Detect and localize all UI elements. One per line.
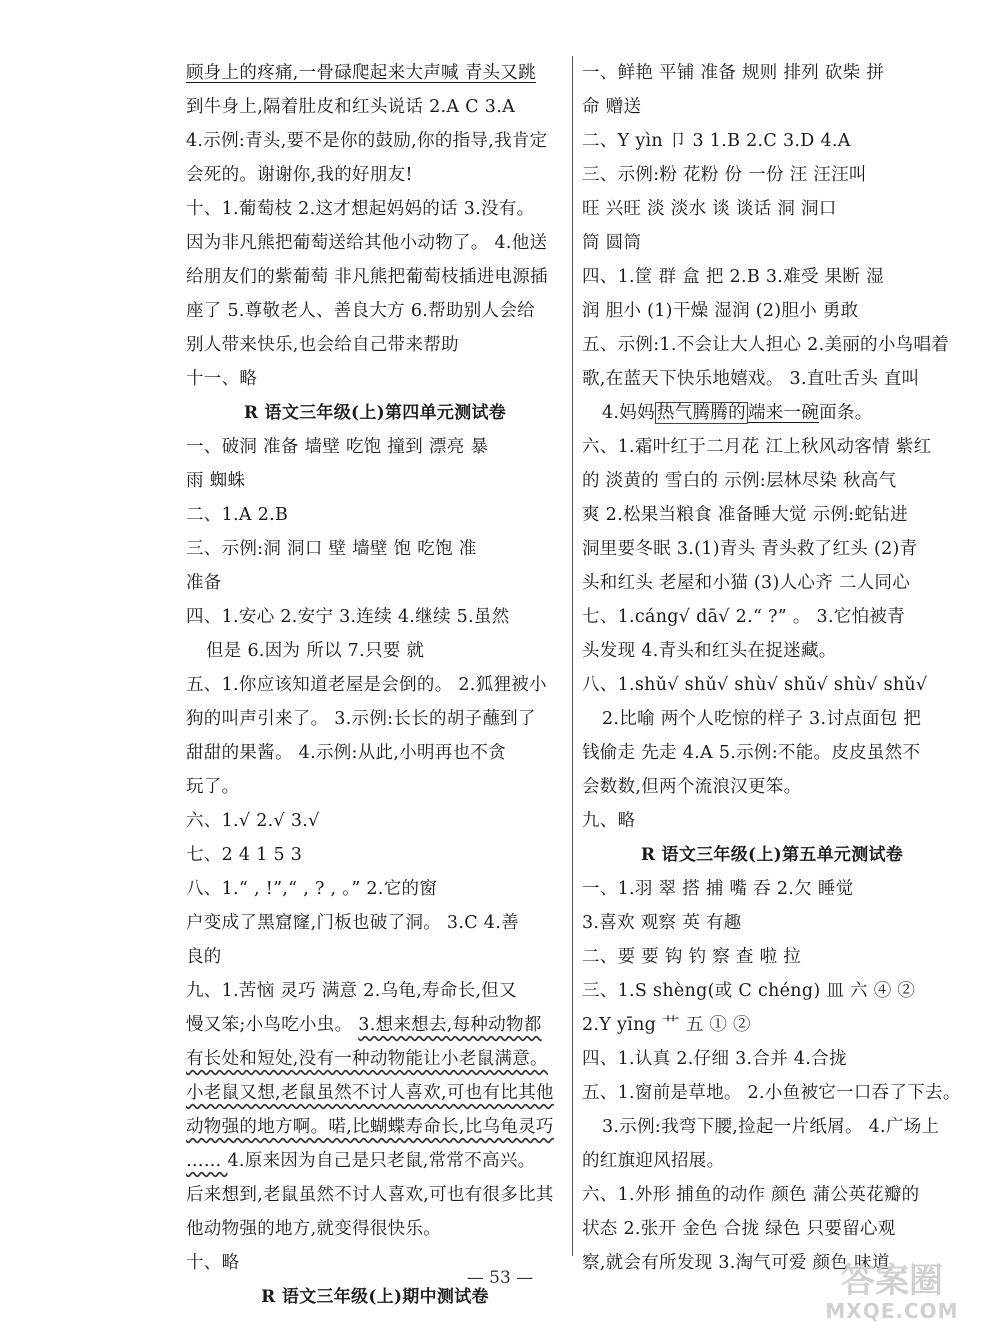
text-line: 良的 bbox=[186, 947, 222, 967]
text-line: 六、1.外形 捕鱼的动作 颜色 蒲公英花瓣的 bbox=[582, 1185, 920, 1205]
text-line: 六、1.霜叶红于二月花 江上秋风动客情 紫红 bbox=[582, 437, 932, 457]
text-line: 4.示例:青头,要不是你的鼓励,你的指导,我肯定 bbox=[186, 131, 548, 151]
text-line: 四、1.安心 2.安宁 3.连续 4.继续 5.虽然 bbox=[186, 607, 510, 627]
text-line: 的红旗迎风招展。 bbox=[582, 1151, 725, 1171]
watermark-logo bbox=[806, 1262, 978, 1328]
text-line: 钱偷走 先走 4.A 5.示例:不能。皮皮虽然不 bbox=[582, 743, 921, 763]
text-line: 一、鲜艳 平铺 准备 规则 排列 砍柴 拼 bbox=[582, 63, 885, 83]
text-line: 十一、略 bbox=[186, 369, 258, 389]
text-line: 2.比喻 两个人吃惊的样子 3.讨点面包 把 bbox=[602, 709, 922, 729]
text-line: 五、示例:1.不会让大人担心 2.美丽的小鸟唱着 bbox=[582, 335, 950, 355]
text-line: 给朋友们的紫葡萄 非凡熊把葡萄枝插进电源插 bbox=[186, 267, 548, 287]
text-line: 别人带来快乐,也会给自己带来帮助 bbox=[186, 335, 459, 355]
text-line: 爽 2.松果当粮食 准备睡大觉 示例:蛇钻进 bbox=[582, 505, 908, 525]
text-line: 二、1.A 2.B bbox=[186, 505, 289, 525]
text-line: 3.喜欢 观察 英 有趣 bbox=[582, 913, 742, 933]
text-line: 筒 圆筒 bbox=[582, 233, 642, 253]
text-line: 一、1.羽 翠 搭 捕 嘴 吞 2.欠 睡觉 bbox=[582, 879, 854, 899]
text-line: 命 赠送 bbox=[582, 97, 642, 117]
text-line: 的 淡黄的 雪白的 示例:层林尽染 秋高气 bbox=[582, 471, 897, 491]
text-line: 顾身上的疼痛,一骨碌爬起来大声喊 青头又跳 bbox=[186, 63, 536, 83]
text-line: 头和红头 老屋和小猫 (3)人心齐 二人同心 bbox=[582, 573, 911, 593]
text-line: 二、要 要 钩 钓 察 查 啦 拉 bbox=[582, 947, 802, 967]
text-line: 旺 兴旺 淡 淡水 谈 谈话 洞 洞口 bbox=[582, 199, 837, 219]
text-line: 雨 蜘蛛 bbox=[186, 471, 246, 491]
text-line: 2.Y yīng 艹 五 ① ② bbox=[582, 1015, 751, 1035]
text-line: 三、示例:粉 花粉 份 一份 汪 汪汪叫 bbox=[582, 165, 867, 185]
text-line: 四、1.认真 2.仔细 3.合并 4.合拢 bbox=[582, 1049, 847, 1069]
text-line: 狗的叫声引来了。 3.示例:长长的胡子蘸到了 bbox=[186, 709, 536, 729]
text-line: 会死的。谢谢你,我的好朋友! bbox=[186, 165, 413, 185]
text-line: 动物强的地方啊。喏,比蝴蝶寿命长,比乌龟灵巧 bbox=[186, 1117, 554, 1137]
section-title: R 语文三年级(上)第四单元测试卷 bbox=[243, 403, 507, 423]
text-line: 六、1.√ 2.√ 3.√ bbox=[186, 811, 320, 831]
underlined-phrase: 端来一碗 bbox=[747, 403, 820, 423]
text-line: 有长处和短处,没有一种动物能让小老鼠满意。 bbox=[186, 1049, 548, 1069]
text-line: 状态 2.张开 金色 合拢 绿色 只要留心观 bbox=[582, 1219, 896, 1239]
text-line: 因为非凡熊把葡萄送给其他小动物了。 4.他送 bbox=[186, 233, 548, 253]
text-line: 三、示例:洞 洞口 壁 墙壁 饱 吃饱 准 bbox=[186, 539, 477, 559]
left-column bbox=[186, 56, 564, 1314]
text-line: 小老鼠又想,老鼠虽然不讨人喜欢,可也有比其他 bbox=[186, 1083, 554, 1103]
right-column bbox=[582, 56, 962, 1280]
text-line: 慢又笨;小鸟吃小虫。 3.想来想去,每种动物都 bbox=[186, 1015, 542, 1035]
text-line: 歌,在蓝天下快乐地嬉戏。 3.直吐舌头 直叫 bbox=[582, 369, 920, 389]
text-line: 头发现 4.青头和红头在捉迷藏。 bbox=[582, 641, 837, 661]
text-line: 户变成了黑窟窿,门板也破了洞。 3.C 4.善 bbox=[186, 913, 519, 933]
section-title: R 语文三年级(上)期中测试卷 bbox=[261, 1287, 489, 1307]
column-divider bbox=[572, 56, 573, 1256]
text-line: 八、1.“ , !”,“ , ? , 。” 2.它的窗 bbox=[186, 879, 438, 899]
text-line: 润 胆小 (1)干燥 湿润 (2)胆小 勇敢 bbox=[582, 301, 859, 321]
text-line: 甜甜的果酱。 4.示例:从此,小明再也不贪 bbox=[186, 743, 507, 763]
text-line: 会数数,但两个流浪汉更笨。 bbox=[582, 777, 802, 797]
text-line: 十、1.葡萄枝 2.这才想起妈妈的话 3.没有。 bbox=[186, 199, 535, 219]
text-line: 八、1.shǔ√ shǔ√ shù√ shǔ√ shù√ shǔ√ bbox=[582, 675, 928, 695]
page-number: — 53 — bbox=[466, 1268, 534, 1288]
text-line: 4.妈妈 热气腾腾的 端来一碗面条。 bbox=[602, 403, 873, 423]
text-line: 五、1.你应该知道老屋是会倒的。 2.狐狸被小 bbox=[186, 675, 547, 695]
text-line: …… 4.原来因为自己是只老鼠,常常不高兴。 bbox=[186, 1151, 536, 1171]
boxed-phrase: 热气腾腾的 bbox=[656, 403, 746, 423]
text-line: 3.示例:我弯下腰,捡起一片纸屑。 4.广场上 bbox=[602, 1117, 940, 1137]
text-line: 玩了。 bbox=[186, 777, 240, 797]
text-line: 七、2 4 1 5 3 bbox=[186, 845, 303, 865]
text-line: 四、1.筐 群 盒 把 2.B 3.难受 果断 湿 bbox=[582, 267, 884, 287]
text-line: 五、1.窗前是草地。 2.小鱼被它一口吞了下去。 bbox=[582, 1083, 961, 1103]
text-line: 洞里要冬眠 3.(1)青头 青头救了红头 (2)青 bbox=[582, 539, 918, 559]
text-line: 到牛身上,隔着肚皮和红头说话 2.A C 3.A bbox=[186, 97, 516, 117]
text-line: 座了 5.尊敬老人、善良大方 6.帮助别人会给 bbox=[186, 301, 535, 321]
section-title: R 语文三年级(上)第五单元测试卷 bbox=[640, 845, 904, 865]
text-line: 他动物强的地方,就变得很快乐。 bbox=[186, 1219, 442, 1239]
watermark-url: MXQE.COM bbox=[825, 1299, 959, 1323]
text-line: 准备 bbox=[186, 573, 222, 593]
watermark-text: 答案圈 bbox=[841, 1261, 943, 1301]
text-line: 九、略 bbox=[582, 811, 636, 831]
text-line: 三、1.S shèng(或 C chéng) 皿 六 ④ ② bbox=[582, 981, 916, 1001]
text-line: 十、略 bbox=[186, 1253, 240, 1273]
text-line: 察,就会有所发现 3.淘气可爱 颜色 味道 bbox=[582, 1253, 890, 1273]
text-line: 九、1.苦恼 灵巧 满意 2.乌龟,寿命长,但又 bbox=[186, 981, 517, 1001]
text-line: 一、破洞 准备 墙壁 吃饱 撞到 漂亮 暴 bbox=[186, 437, 489, 457]
text-line: 后来想到,老鼠虽然不讨人喜欢,可也有很多比其 bbox=[186, 1185, 554, 1205]
text-line: 二、Y yìn 卩 3 1.B 2.C 3.D 4.A bbox=[582, 131, 851, 151]
text-line: 七、1.cáng√ dā√ 2.“ ?” 。 3.它怕被青 bbox=[582, 607, 906, 627]
text-line: 但是 6.因为 所以 7.只要 就 bbox=[206, 641, 425, 661]
